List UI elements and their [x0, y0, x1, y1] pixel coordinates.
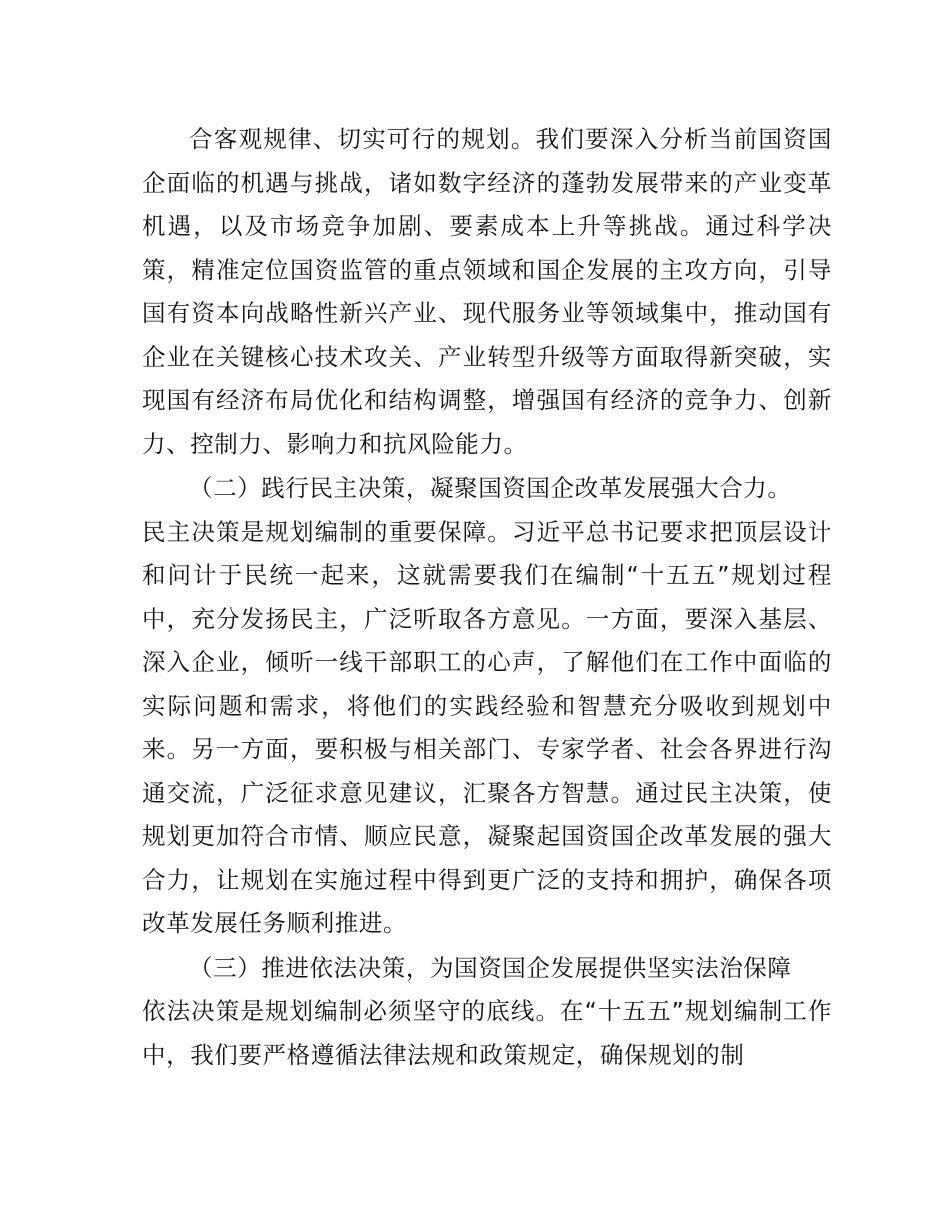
paragraph-1	[142, 118, 832, 466]
paragraph-1-text: 合客观规律、切实可行的规划。我们要深入分析当前国资国企面临的机遇与挑战，诸如数字经济的蓬勃发展带来的产业变革机遇，以及市场竞争加剧、要素成本上升等挑战。通过科学决策，精准定位国资监管的重点领域和国企发展的主攻方向，引导国有资本向战略性新兴产业、现代服务业等领域集中，推动国有企业在关键核心技术攻关、产业转型升级等方面取得新突破，实现国有经济布局优化和结构调整，增强国有经济的竞争力、创新力、控制力、影响力和抗风险能力。	[142, 125, 832, 458]
paragraph-2	[142, 467, 832, 946]
document-body	[142, 118, 832, 1077]
section-heading-3: （三）推进依法决策，为国资国企发展提供坚实法治保障	[189, 953, 792, 982]
section-heading-2: （二）践行民主决策，凝聚国资国企改革发展强大合力。	[189, 474, 792, 502]
paragraph-2-text: 民主决策是规划编制的重要保障。习近平总书记要求把顶层设计和问计于民统一起来，这就需要我们在编制“十五五”规划过程中，充分发扬民主，广泛听取各方意见。一方面，要深入基层、深入企业，倾听一线干部职工的心声，了解他们在工作中面临的实际问题和需求，将他们的实践经验和智慧充分吸收到规划中来。另一方面，要积极与相关部门、专家学者、社会各界进行沟通交流，广泛征求意见建议，汇聚各方智慧。通过民主决策，使规划更加符合市情、顺应民意，凝聚起国资国企改革发展的强大合力，让规划在实施过程中得到更广泛的支持和拥护，确保各项改革发展任务顺利推进。	[142, 517, 832, 937]
paragraph-3	[142, 947, 832, 1078]
paragraph-3-text: 依法决策是规划编制必须坚守的底线。在“十五五”规划编制工作中，我们要严格遵循法律法规和政策规定，确保规划的制	[142, 997, 832, 1069]
